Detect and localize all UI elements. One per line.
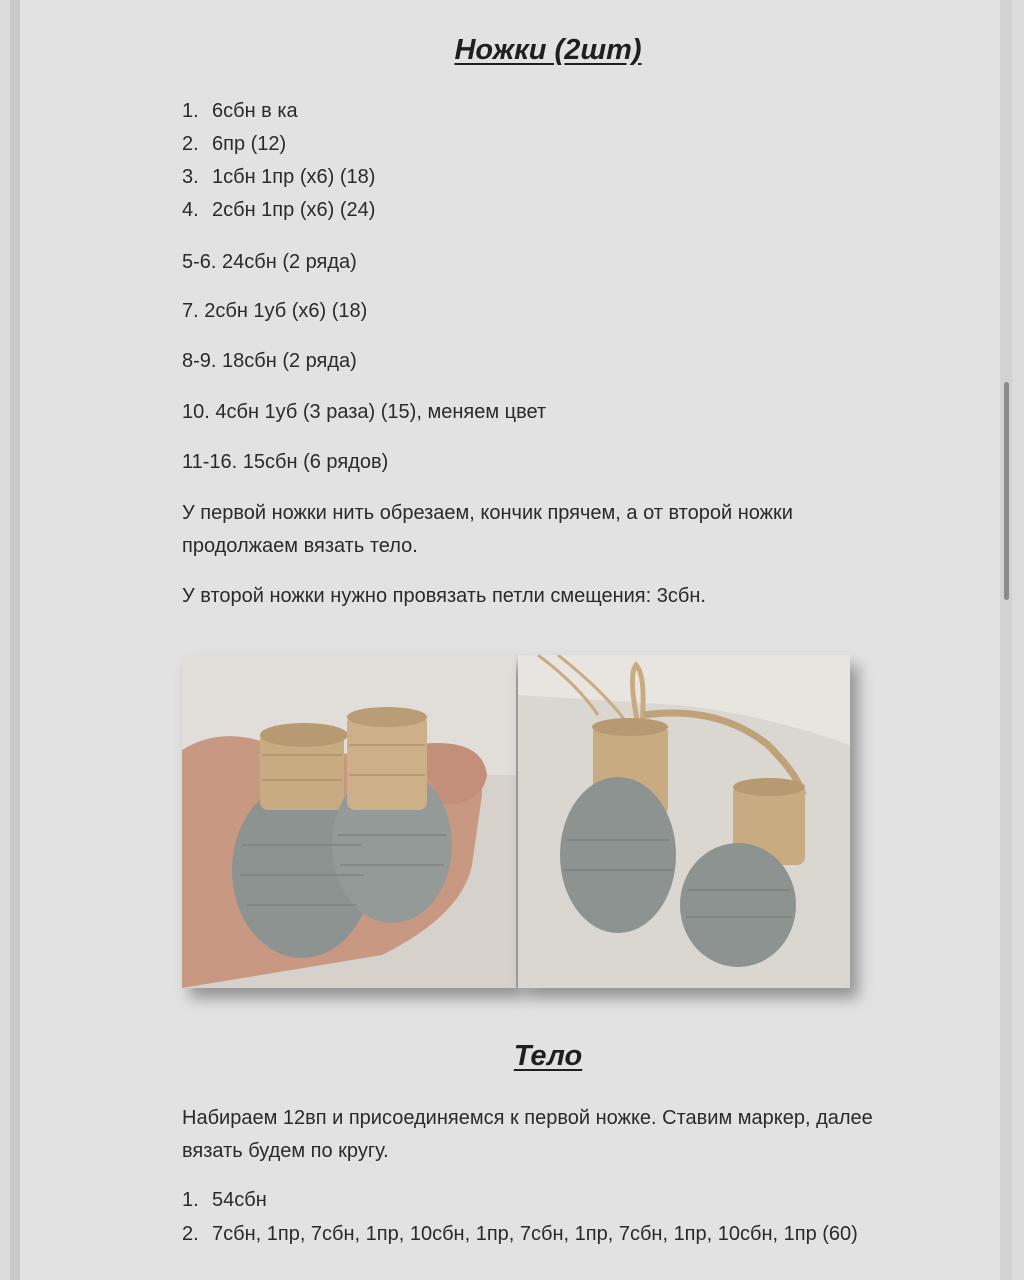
row-instruction: 8-9. 18сбн (2 ряда) [182,350,357,372]
scrollbar-track[interactable] [1000,0,1012,1280]
row-instruction: 10. 4сбн 1уб (3 раза) (15), меняем цвет [182,401,547,423]
intro-paragraph-line: вязать будем по кругу. [182,1140,389,1162]
photo-legs-connected [518,655,850,988]
list-item [182,95,298,128]
list-text: 54сбн [212,1189,267,1211]
list-item [182,1218,858,1251]
scrollbar-thumb[interactable] [1004,382,1009,600]
list-text: 6пр (12) [212,133,287,155]
row-instruction: 11-16. 15сбн (6 рядов) [182,451,389,473]
intro-paragraph-line: Набираем 12вп и присоединяемся к первой ножке. Ставим маркер, далее [182,1107,873,1129]
list-text: 2сбн 1пр (х6) (24) [212,199,376,221]
list-number: 1. [182,1189,199,1211]
list-number: 2. [182,1223,199,1245]
note-paragraph: У второй ножки нужно провязать петли смещения: 3сбн. [182,585,706,607]
note-paragraph-line: продолжаем вязать тело. [182,535,418,557]
note-paragraph-line: У первой ножки нить обрезаем, кончик прячем, а от второй ножки [182,502,793,524]
list-number: 2. [182,133,199,155]
page-left-edge [10,0,20,1280]
section-title-legs: Ножки (2шт) [454,34,642,66]
photo-legs-in-hand [182,655,516,988]
list-item [182,128,286,161]
list-text: 6сбн в ка [212,100,298,122]
list-text: 7сбн, 1пр, 7сбн, 1пр, 10сбн, 1пр, 7сбн, 1пр, 7сбн, 1пр, 10сбн, 1пр (60) [212,1223,858,1245]
list-number: 3. [182,166,199,188]
section-title-body: Тело [513,1040,583,1072]
document-page [10,0,1012,1280]
list-item [182,194,375,227]
row-instruction: 7. 2сбн 1уб (х6) (18) [182,300,368,322]
list-item [182,1184,267,1217]
list-number: 1. [182,100,199,122]
list-item [182,161,375,194]
list-number: 4. [182,199,199,221]
row-instruction: 5-6. 24сбн (2 ряда) [182,251,357,273]
list-text: 1сбн 1пр (х6) (18) [212,166,376,188]
